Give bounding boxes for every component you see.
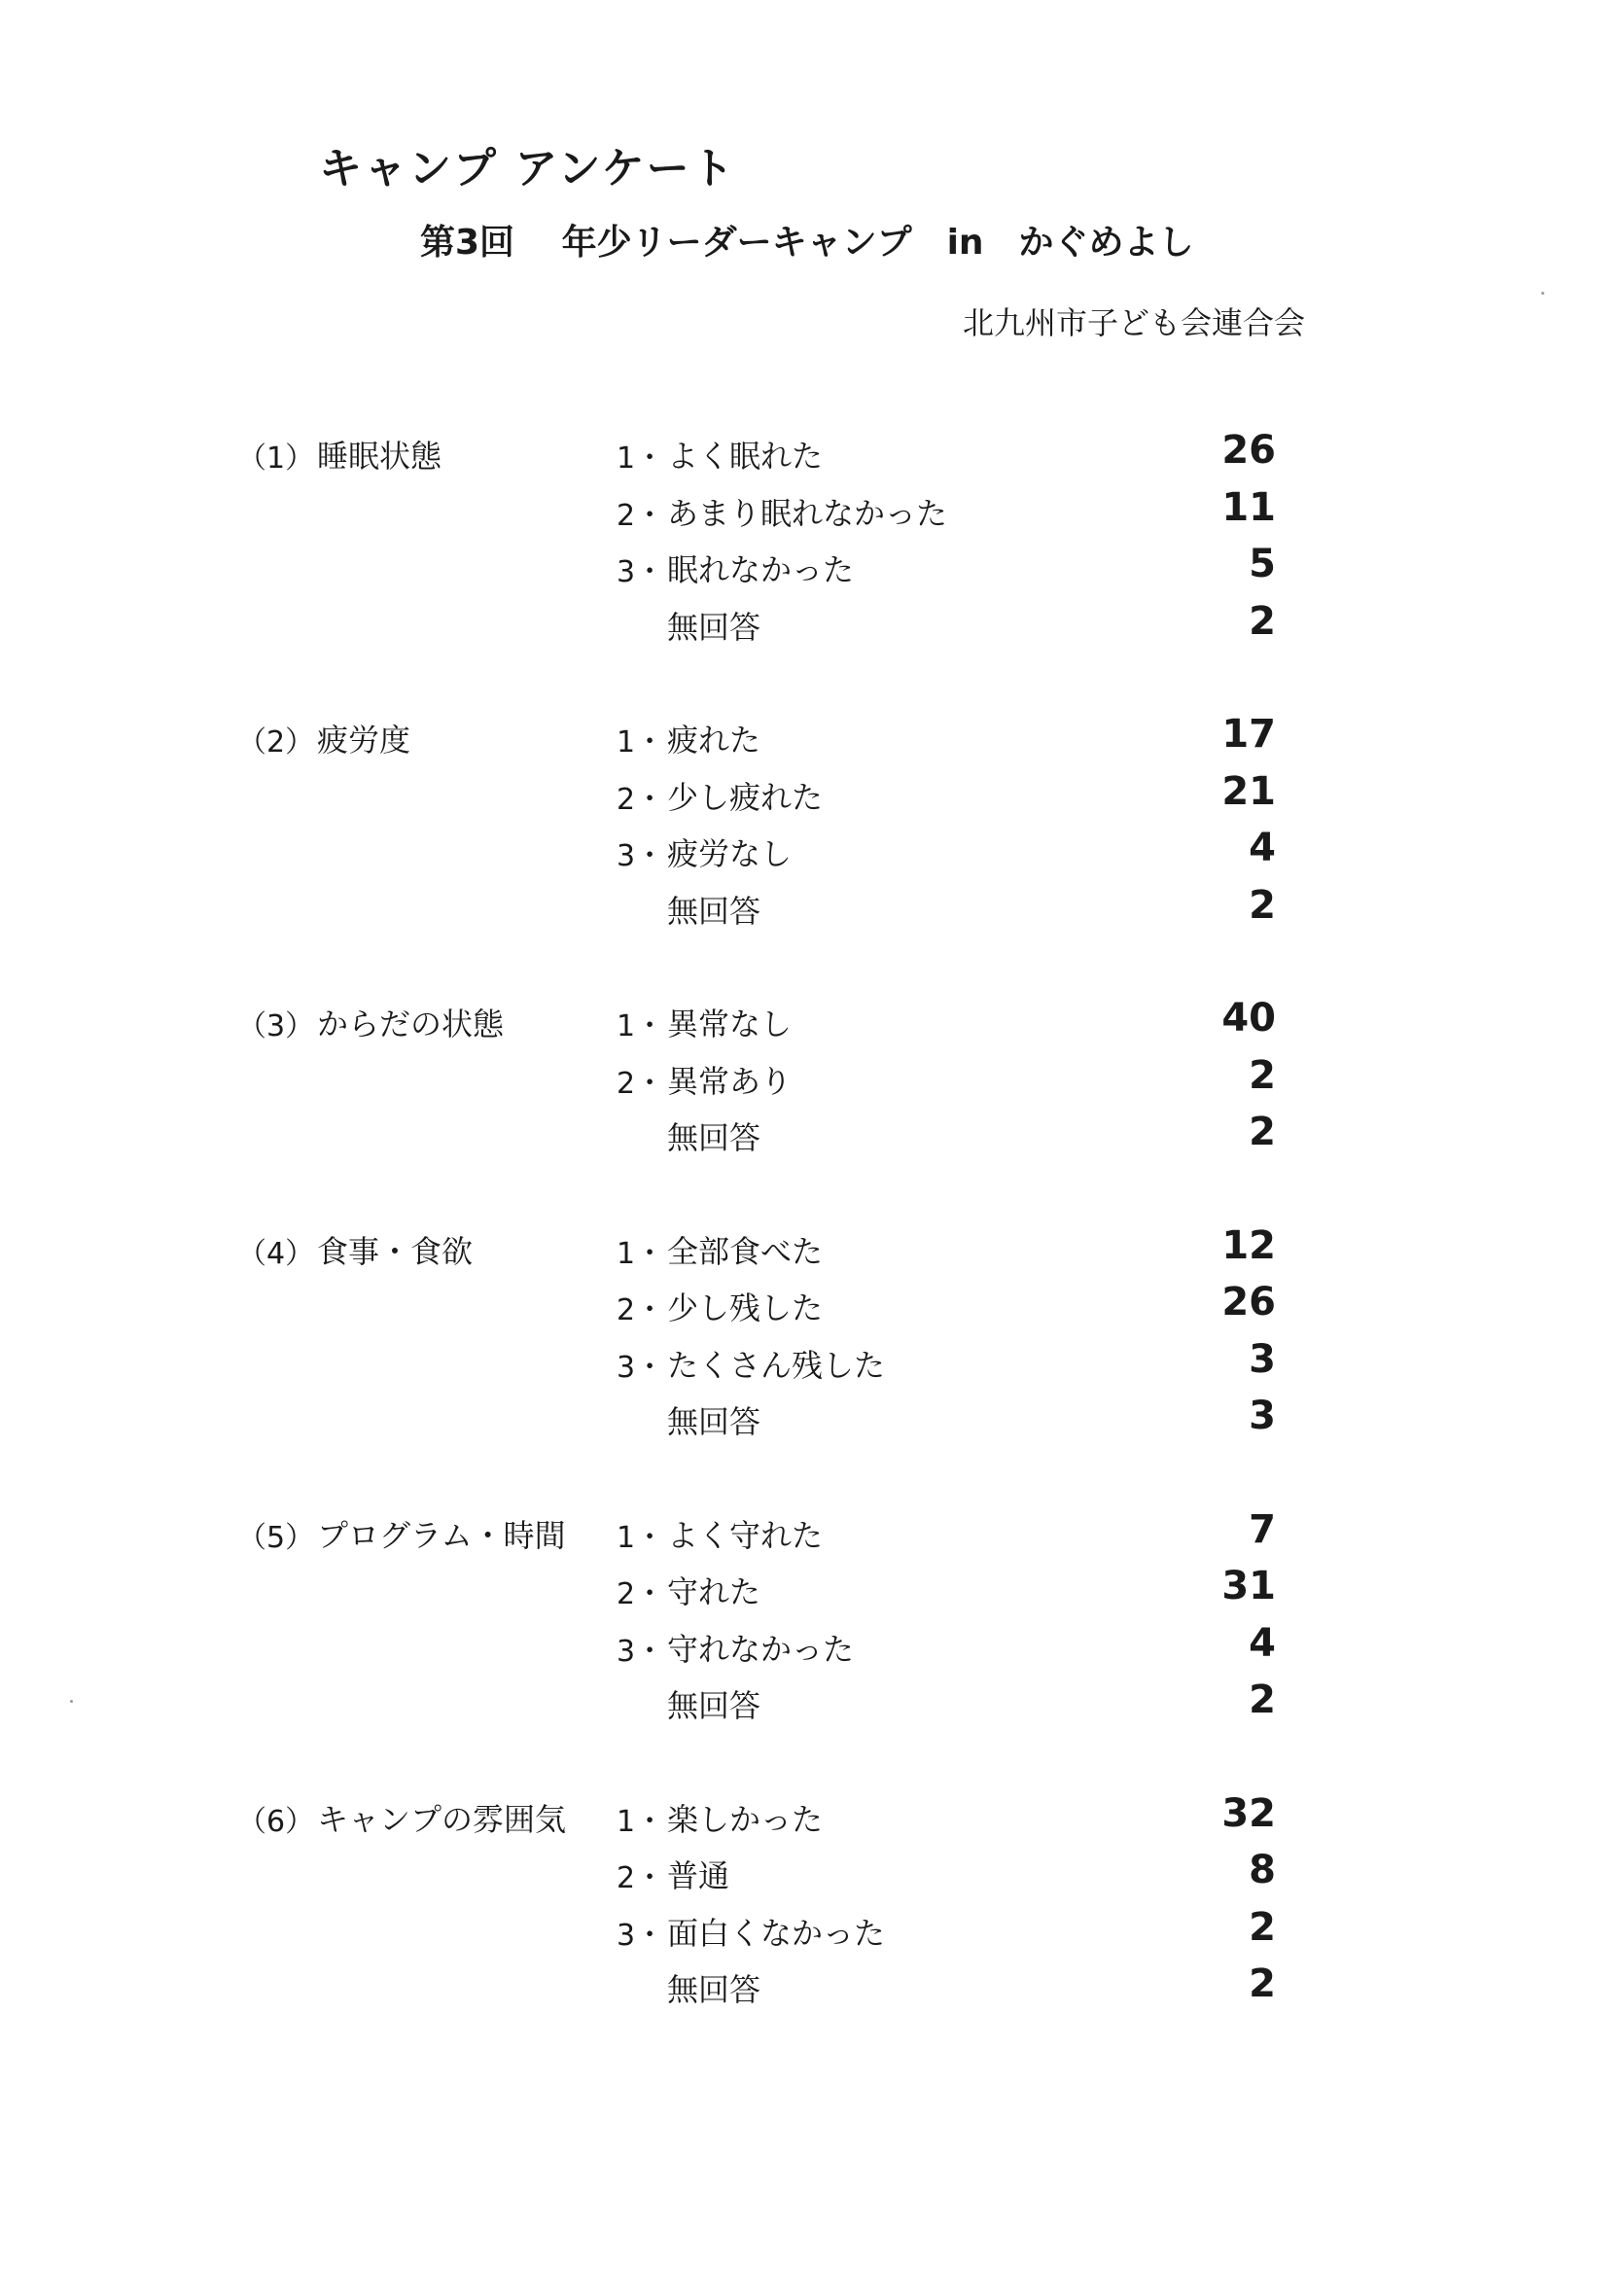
option-label: 眠れなかった	[667, 551, 855, 588]
answer-row	[0, 1903, 1624, 1960]
answer-row	[0, 426, 1624, 483]
response-count: 17	[1221, 712, 1276, 757]
response-count: 21	[1221, 768, 1276, 814]
response-count: 11	[1221, 484, 1276, 530]
option-number: 1・	[617, 1009, 665, 1043]
option-label: 少し疲れた	[667, 778, 824, 816]
option-label: 無回答	[667, 1403, 761, 1440]
response-count: 2	[1249, 598, 1276, 644]
question-title: プログラム・時間	[317, 1516, 566, 1554]
question-number: （4）	[237, 1236, 315, 1271]
survey-question	[0, 1505, 1624, 1733]
response-count: 4	[1249, 1620, 1276, 1666]
option-label: 無回答	[667, 1687, 761, 1724]
option-number: 3・	[617, 1350, 665, 1385]
question-number: （5）	[237, 1520, 315, 1555]
response-count: 3	[1249, 1394, 1276, 1438]
option-label: 全部食べた	[667, 1232, 824, 1270]
option-label: よく守れた	[667, 1516, 824, 1554]
option-number: 3・	[617, 555, 665, 589]
answer-row	[0, 824, 1624, 881]
answer-row	[0, 1562, 1624, 1619]
answer-row	[0, 881, 1624, 938]
answer-row	[0, 1278, 1624, 1335]
answer-row	[0, 540, 1624, 597]
answer-row	[0, 1221, 1624, 1279]
response-count: 4	[1249, 826, 1276, 870]
option-label: 無回答	[667, 892, 761, 930]
question-number: （3）	[237, 1009, 315, 1043]
question-title: からだの状態	[317, 1006, 505, 1042]
option-number: 2・	[617, 1861, 665, 1895]
answer-row	[0, 1335, 1624, 1393]
survey-question	[0, 710, 1624, 937]
answer-row	[0, 1108, 1624, 1165]
response-count: 32	[1221, 1790, 1276, 1836]
answer-row	[0, 1051, 1624, 1109]
option-label: 楽しかった	[667, 1800, 824, 1838]
answer-row	[0, 597, 1624, 654]
answer-row	[0, 767, 1624, 825]
answer-row	[0, 1789, 1624, 1847]
option-label: 異常あり	[667, 1062, 793, 1100]
option-label: 疲労なし	[667, 835, 793, 872]
option-number: 3・	[617, 839, 665, 873]
response-count: 2	[1249, 1110, 1276, 1154]
survey-results	[0, 426, 1624, 2073]
option-label: 疲れた	[667, 722, 761, 759]
response-count: 26	[1221, 1280, 1276, 1325]
option-label: 面白くなかった	[667, 1914, 886, 1952]
option-label: あまり眠れなかった	[667, 494, 948, 532]
survey-question	[0, 426, 1624, 653]
response-count: 2	[1249, 882, 1276, 928]
option-number: 1・	[617, 1804, 665, 1839]
option-number: 2・	[617, 1293, 665, 1327]
option-number: 3・	[617, 1634, 665, 1669]
option-number: 1・	[617, 1520, 665, 1555]
response-count: 2	[1249, 1904, 1276, 1950]
answer-row	[0, 710, 1624, 767]
option-number: 1・	[617, 1236, 665, 1271]
answer-row	[0, 1960, 1624, 2017]
answer-row	[0, 1392, 1624, 1449]
option-number: 2・	[617, 1577, 665, 1611]
option-label: 無回答	[667, 1119, 761, 1156]
option-label: たくさん残した	[667, 1346, 886, 1384]
response-count: 7	[1249, 1506, 1276, 1552]
scan-speck	[70, 1700, 73, 1703]
document-subtitle: 第3回 年少リーダーキャンプ in かぐめよし	[420, 223, 1194, 263]
question-number: （1）	[237, 442, 315, 476]
option-label: 少し残した	[667, 1289, 824, 1326]
option-label: 普通	[667, 1857, 730, 1894]
answer-row	[0, 1846, 1624, 1903]
response-count: 2	[1249, 1678, 1276, 1722]
option-number: 1・	[617, 442, 665, 476]
option-label: 守れた	[667, 1573, 761, 1610]
response-count: 40	[1221, 996, 1276, 1041]
option-label: 異常なし	[667, 1006, 793, 1042]
answer-row	[0, 1619, 1624, 1677]
option-number: 2・	[617, 498, 665, 533]
option-number: 2・	[617, 782, 665, 817]
response-count: 26	[1221, 428, 1276, 473]
response-count: 2	[1249, 1052, 1276, 1098]
question-number: （6）	[237, 1804, 315, 1839]
answer-row	[0, 1676, 1624, 1733]
response-count: 5	[1249, 542, 1276, 586]
survey-question	[0, 1221, 1624, 1449]
response-count: 8	[1249, 1848, 1276, 1892]
response-count: 2	[1249, 1961, 1276, 2006]
survey-question	[0, 994, 1624, 1165]
question-title: 食事・食欲	[317, 1232, 474, 1270]
response-count: 12	[1221, 1222, 1276, 1268]
option-label: 守れなかった	[667, 1630, 855, 1668]
question-number: （2）	[237, 725, 315, 759]
option-number: 3・	[617, 1918, 665, 1953]
option-number: 1・	[617, 725, 665, 759]
answer-row	[0, 994, 1624, 1051]
question-title: キャンプの雰囲気	[317, 1800, 567, 1838]
question-title: 疲労度	[317, 722, 411, 759]
answer-row	[0, 483, 1624, 541]
document-title: キャンプ アンケート	[319, 144, 736, 194]
question-title: 睡眠状態	[317, 438, 442, 475]
response-count: 31	[1221, 1564, 1276, 1608]
option-number: 2・	[617, 1066, 665, 1101]
answer-row	[0, 1505, 1624, 1563]
option-label: 無回答	[667, 1971, 761, 2008]
response-count: 3	[1249, 1336, 1276, 1382]
option-label: 無回答	[667, 608, 761, 646]
scan-speck	[1541, 292, 1544, 295]
option-label: よく眠れた	[667, 438, 824, 475]
survey-question	[0, 1789, 1624, 2017]
organization-name: 北九州市子ども会連合会	[963, 304, 1306, 341]
